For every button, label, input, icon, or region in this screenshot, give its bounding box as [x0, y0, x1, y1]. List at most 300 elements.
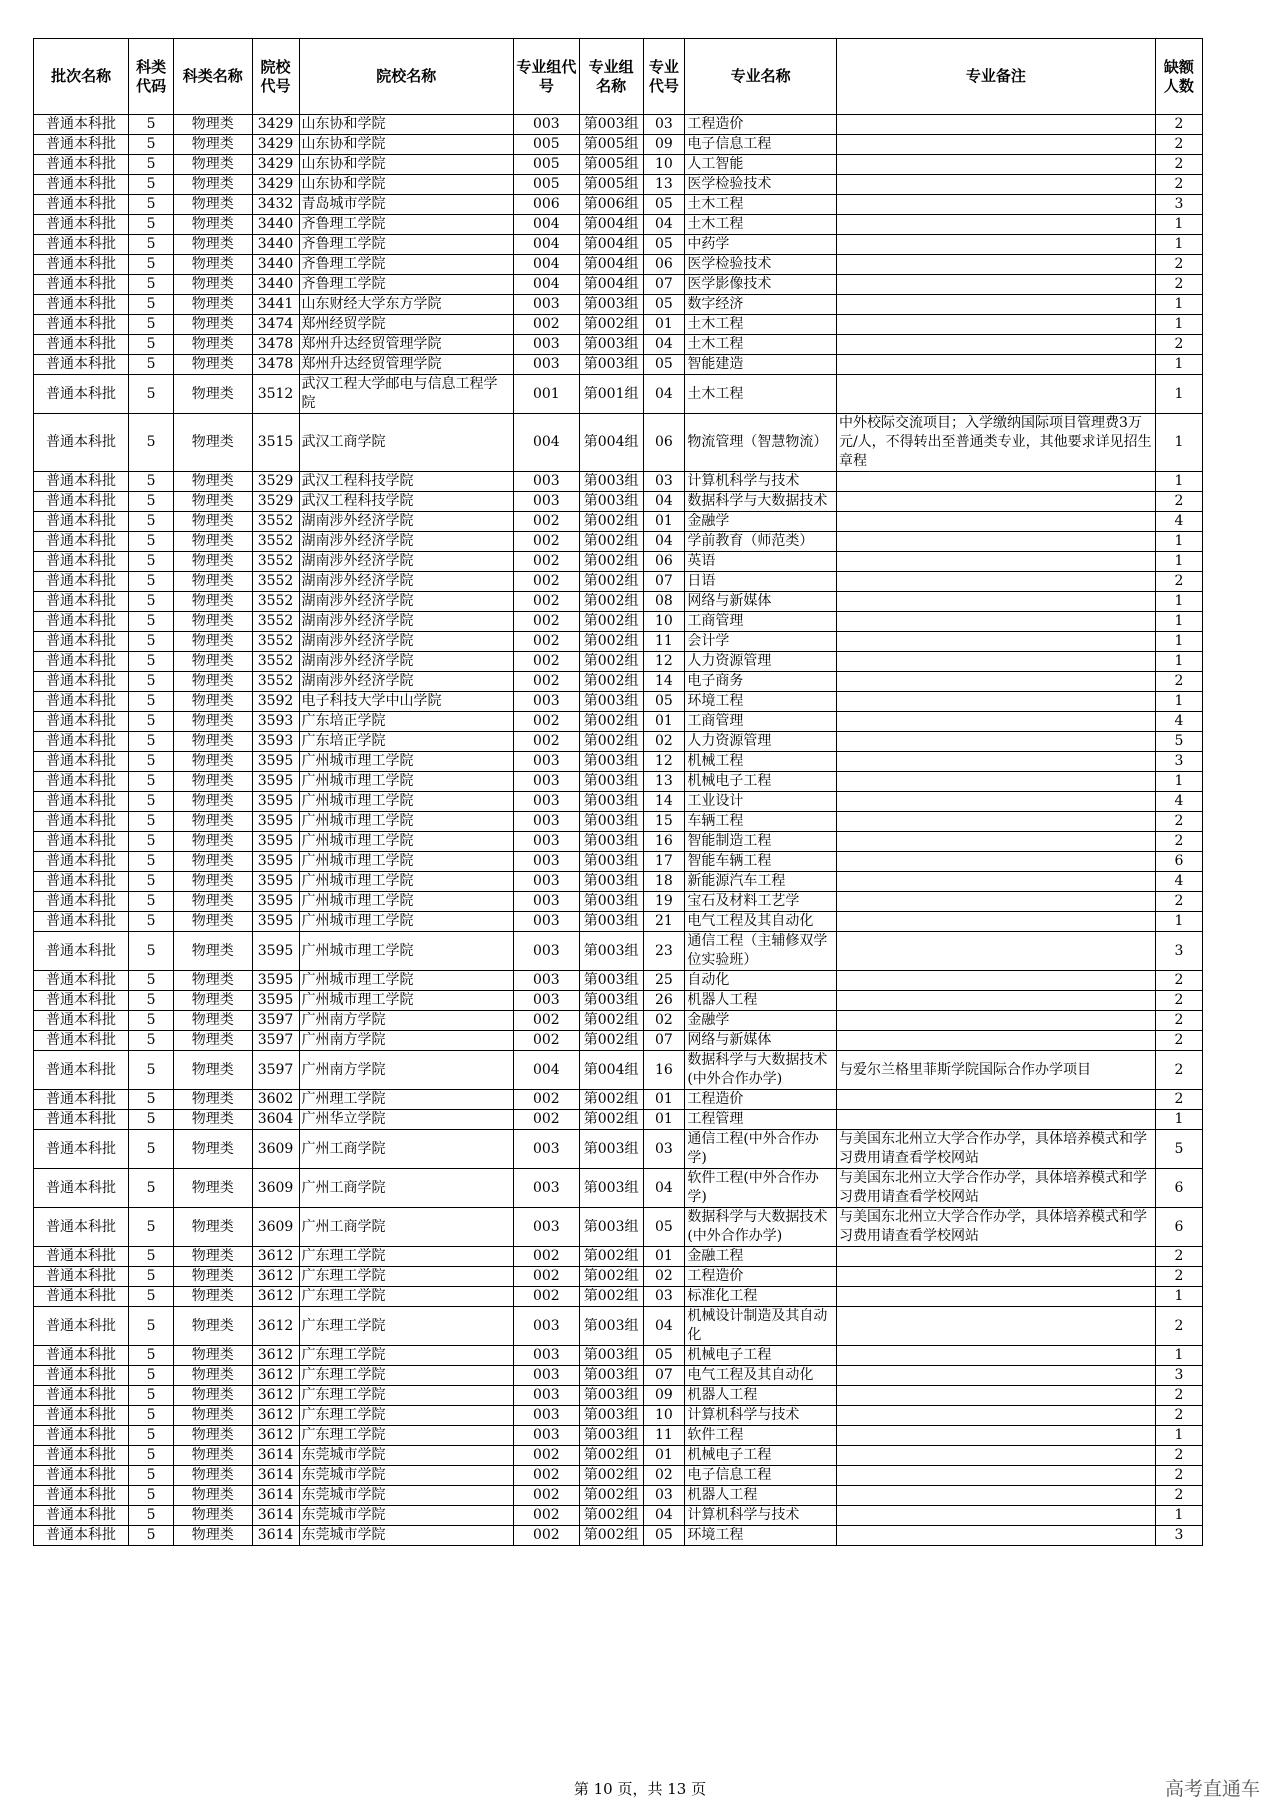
school-name-cell: 山东协和学院 — [299, 155, 513, 175]
group-code-cell: 002 — [513, 572, 579, 592]
school-code-cell: 3593 — [252, 732, 299, 752]
table-row — [34, 1208, 1203, 1247]
subject-name-cell: 物理类 — [174, 892, 252, 912]
subject-code-cell: 5 — [129, 135, 174, 155]
subject-name-cell: 物理类 — [174, 355, 252, 375]
batch-name-cell: 普通本科批 — [34, 1011, 129, 1031]
subject-name-cell: 物理类 — [174, 115, 252, 135]
group-code-cell: 005 — [513, 175, 579, 195]
major-code-cell: 04 — [643, 492, 685, 512]
table-row — [34, 275, 1203, 295]
group-code-cell: 003 — [513, 832, 579, 852]
school-name-cell: 湖南涉外经济学院 — [299, 512, 513, 532]
vacancy-count-cell: 1 — [1155, 912, 1202, 932]
school-code-cell: 3552 — [252, 512, 299, 532]
table-row — [34, 672, 1203, 692]
group-code-cell: 003 — [513, 355, 579, 375]
school-code-cell: 3595 — [252, 812, 299, 832]
vacancy-count-cell: 2 — [1155, 812, 1202, 832]
vacancy-count-cell: 1 — [1155, 235, 1202, 255]
major-note-cell — [836, 315, 1155, 335]
subject-name-cell: 物理类 — [174, 414, 252, 472]
group-code-cell: 002 — [513, 1287, 579, 1307]
school-name-cell: 山东协和学院 — [299, 175, 513, 195]
subject-code-cell: 5 — [129, 1386, 174, 1406]
group-code-cell: 004 — [513, 275, 579, 295]
school-code-cell: 3612 — [252, 1366, 299, 1386]
subject-name-cell: 物理类 — [174, 472, 252, 492]
group-name-cell: 第003组 — [579, 812, 643, 832]
subject-code-cell: 5 — [129, 1208, 174, 1247]
school-name-cell: 武汉工程大学邮电与信息工程学院 — [299, 375, 513, 414]
batch-name-cell: 普通本科批 — [34, 752, 129, 772]
school-name-cell: 广州工商学院 — [299, 1169, 513, 1208]
batch-name-cell: 普通本科批 — [34, 512, 129, 532]
table-row — [34, 1031, 1203, 1051]
major-note-cell — [836, 335, 1155, 355]
major-name-cell: 电子商务 — [685, 672, 837, 692]
table-row — [34, 752, 1203, 772]
major-code-cell: 09 — [643, 135, 685, 155]
table-row — [34, 512, 1203, 532]
batch-name-cell: 普通本科批 — [34, 932, 129, 971]
vacancy-count-cell: 1 — [1155, 295, 1202, 315]
major-note-cell: 与爱尔兰格里菲斯学院国际合作办学项目 — [836, 1051, 1155, 1090]
group-code-cell: 003 — [513, 1366, 579, 1386]
major-note-cell — [836, 572, 1155, 592]
group-code-cell: 002 — [513, 652, 579, 672]
table-row — [34, 1386, 1203, 1406]
major-name-cell: 工商管理 — [685, 712, 837, 732]
batch-name-cell: 普通本科批 — [34, 472, 129, 492]
school-code-cell: 3478 — [252, 355, 299, 375]
school-name-cell: 广州城市理工学院 — [299, 971, 513, 991]
subject-name-cell: 物理类 — [174, 1346, 252, 1366]
vacancy-count-cell: 2 — [1155, 1446, 1202, 1466]
major-note-cell — [836, 295, 1155, 315]
major-code-cell: 07 — [643, 572, 685, 592]
school-code-cell: 3612 — [252, 1247, 299, 1267]
table-row — [34, 532, 1203, 552]
group-code-cell: 003 — [513, 892, 579, 912]
batch-name-cell: 普通本科批 — [34, 1110, 129, 1130]
subject-name-cell: 物理类 — [174, 1426, 252, 1446]
school-code-cell: 3552 — [252, 632, 299, 652]
subject-code-cell: 5 — [129, 692, 174, 712]
school-name-cell: 东莞城市学院 — [299, 1446, 513, 1466]
major-name-cell: 电子信息工程 — [685, 135, 837, 155]
major-code-cell: 03 — [643, 1287, 685, 1307]
major-note-cell — [836, 275, 1155, 295]
major-note-cell — [836, 1366, 1155, 1386]
group-name-cell: 第002组 — [579, 1506, 643, 1526]
batch-name-cell: 普通本科批 — [34, 1169, 129, 1208]
school-name-cell: 广州城市理工学院 — [299, 991, 513, 1011]
subject-name-cell: 物理类 — [174, 672, 252, 692]
subject-name-cell: 物理类 — [174, 492, 252, 512]
major-name-cell: 机器人工程 — [685, 1386, 837, 1406]
major-note-cell — [836, 1426, 1155, 1446]
vacancy-count-cell: 3 — [1155, 752, 1202, 772]
group-code-cell: 002 — [513, 1267, 579, 1287]
subject-name-cell: 物理类 — [174, 592, 252, 612]
subject-code-cell: 5 — [129, 912, 174, 932]
subject-code-cell: 5 — [129, 195, 174, 215]
school-code-cell: 3595 — [252, 792, 299, 812]
school-name-cell: 湖南涉外经济学院 — [299, 532, 513, 552]
group-code-cell: 002 — [513, 592, 579, 612]
table-row — [34, 552, 1203, 572]
major-note-cell — [836, 552, 1155, 572]
subject-code-cell: 5 — [129, 991, 174, 1011]
batch-name-cell: 普通本科批 — [34, 852, 129, 872]
vacancy-count-cell: 1 — [1155, 632, 1202, 652]
major-name-cell: 计算机科学与技术 — [685, 1506, 837, 1526]
batch-name-cell: 普通本科批 — [34, 295, 129, 315]
major-note-cell — [836, 1486, 1155, 1506]
major-note-cell — [836, 632, 1155, 652]
school-name-cell: 郑州升达经贸管理学院 — [299, 335, 513, 355]
group-code-cell: 003 — [513, 971, 579, 991]
vacancy-count-cell: 4 — [1155, 712, 1202, 732]
school-name-cell: 齐鲁理工学院 — [299, 215, 513, 235]
group-name-cell: 第003组 — [579, 892, 643, 912]
batch-name-cell: 普通本科批 — [34, 335, 129, 355]
major-note-cell — [836, 1090, 1155, 1110]
school-code-cell: 3552 — [252, 552, 299, 572]
subject-name-cell: 物理类 — [174, 912, 252, 932]
school-code-cell: 3612 — [252, 1307, 299, 1346]
subject-name-cell: 物理类 — [174, 135, 252, 155]
school-name-cell: 广东理工学院 — [299, 1307, 513, 1346]
major-name-cell: 环境工程 — [685, 692, 837, 712]
subject-name-cell: 物理类 — [174, 1406, 252, 1426]
vacancy-count-cell: 2 — [1155, 115, 1202, 135]
vacancy-count-cell: 2 — [1155, 1406, 1202, 1426]
school-name-cell: 郑州经贸学院 — [299, 315, 513, 335]
major-note-cell — [836, 1110, 1155, 1130]
group-name-cell: 第002组 — [579, 652, 643, 672]
table-row — [34, 892, 1203, 912]
major-name-cell: 金融学 — [685, 512, 837, 532]
major-note-cell — [836, 732, 1155, 752]
subject-name-cell: 物理类 — [174, 612, 252, 632]
vacancy-count-cell: 1 — [1155, 1346, 1202, 1366]
group-name-cell: 第002组 — [579, 632, 643, 652]
school-code-cell: 3609 — [252, 1169, 299, 1208]
batch-name-cell: 普通本科批 — [34, 1346, 129, 1366]
table-row — [34, 1486, 1203, 1506]
subject-code-cell: 5 — [129, 971, 174, 991]
group-code-cell: 003 — [513, 932, 579, 971]
major-name-cell: 金融学 — [685, 1011, 837, 1031]
major-name-cell: 人力资源管理 — [685, 652, 837, 672]
major-name-cell: 工商管理 — [685, 612, 837, 632]
school-code-cell: 3429 — [252, 115, 299, 135]
major-code-cell: 26 — [643, 991, 685, 1011]
major-code-cell: 14 — [643, 672, 685, 692]
major-code-cell: 01 — [643, 1090, 685, 1110]
subject-name-cell: 物理类 — [174, 1169, 252, 1208]
major-note-cell — [836, 592, 1155, 612]
table-row — [34, 792, 1203, 812]
group-code-cell: 005 — [513, 135, 579, 155]
major-code-cell: 16 — [643, 832, 685, 852]
major-code-cell: 07 — [643, 1031, 685, 1051]
subject-code-cell: 5 — [129, 1426, 174, 1446]
school-name-cell: 齐鲁理工学院 — [299, 275, 513, 295]
major-note-cell — [836, 1011, 1155, 1031]
batch-name-cell: 普通本科批 — [34, 772, 129, 792]
major-name-cell: 医学检验技术 — [685, 255, 837, 275]
major-name-cell: 日语 — [685, 572, 837, 592]
group-name-cell: 第003组 — [579, 355, 643, 375]
batch-name-cell: 普通本科批 — [34, 1051, 129, 1090]
group-name-cell: 第006组 — [579, 195, 643, 215]
subject-code-cell: 5 — [129, 892, 174, 912]
batch-name-cell: 普通本科批 — [34, 155, 129, 175]
batch-name-cell: 普通本科批 — [34, 892, 129, 912]
batch-name-cell: 普通本科批 — [34, 1208, 129, 1247]
table-row — [34, 1090, 1203, 1110]
major-code-cell: 11 — [643, 1426, 685, 1446]
major-note-cell — [836, 472, 1155, 492]
school-code-cell: 3592 — [252, 692, 299, 712]
major-code-cell: 18 — [643, 872, 685, 892]
major-code-cell: 04 — [643, 1307, 685, 1346]
subject-code-cell: 5 — [129, 1307, 174, 1346]
vacancy-count-cell: 2 — [1155, 155, 1202, 175]
major-code-cell: 02 — [643, 1011, 685, 1031]
school-code-cell: 3552 — [252, 592, 299, 612]
major-code-cell: 05 — [643, 295, 685, 315]
school-name-cell: 广东理工学院 — [299, 1247, 513, 1267]
major-name-cell: 机器人工程 — [685, 991, 837, 1011]
column-header: 专业名称 — [685, 39, 837, 115]
school-name-cell: 广州城市理工学院 — [299, 932, 513, 971]
school-name-cell: 广东理工学院 — [299, 1366, 513, 1386]
group-name-cell: 第003组 — [579, 772, 643, 792]
major-note-cell: 与美国东北州立大学合作办学，具体培养模式和学习费用请查看学校网站 — [836, 1130, 1155, 1169]
major-name-cell: 机械电子工程 — [685, 1446, 837, 1466]
subject-code-cell: 5 — [129, 315, 174, 335]
vacancy-count-cell: 2 — [1155, 1051, 1202, 1090]
table-row — [34, 572, 1203, 592]
vacancy-count-cell: 2 — [1155, 971, 1202, 991]
school-code-cell: 3597 — [252, 1031, 299, 1051]
subject-name-cell: 物理类 — [174, 1110, 252, 1130]
vacancy-count-cell: 1 — [1155, 592, 1202, 612]
school-code-cell: 3595 — [252, 752, 299, 772]
subject-name-cell: 物理类 — [174, 255, 252, 275]
vacancy-count-cell: 2 — [1155, 1031, 1202, 1051]
table-row — [34, 1366, 1203, 1386]
group-name-cell: 第003组 — [579, 912, 643, 932]
major-note-cell — [836, 532, 1155, 552]
major-code-cell: 13 — [643, 772, 685, 792]
school-name-cell: 湖南涉外经济学院 — [299, 652, 513, 672]
group-code-cell: 003 — [513, 872, 579, 892]
column-header: 专业组名称 — [579, 39, 643, 115]
table-row — [34, 1247, 1203, 1267]
school-name-cell: 广东理工学院 — [299, 1287, 513, 1307]
school-code-cell: 3552 — [252, 612, 299, 632]
subject-name-cell: 物理类 — [174, 872, 252, 892]
major-code-cell: 01 — [643, 512, 685, 532]
major-code-cell: 21 — [643, 912, 685, 932]
group-code-cell: 003 — [513, 1346, 579, 1366]
school-code-cell: 3429 — [252, 175, 299, 195]
major-note-cell — [836, 1526, 1155, 1546]
major-name-cell: 电气工程及其自动化 — [685, 1366, 837, 1386]
group-code-cell: 003 — [513, 812, 579, 832]
subject-name-cell: 物理类 — [174, 275, 252, 295]
table-row — [34, 912, 1203, 932]
school-name-cell: 武汉工商学院 — [299, 414, 513, 472]
table-row — [34, 732, 1203, 752]
major-code-cell: 05 — [643, 355, 685, 375]
vacancy-count-cell: 1 — [1155, 772, 1202, 792]
school-code-cell: 3612 — [252, 1426, 299, 1446]
subject-name-cell: 物理类 — [174, 175, 252, 195]
major-note-cell — [836, 832, 1155, 852]
group-name-cell: 第003组 — [579, 932, 643, 971]
vacancy-count-cell: 2 — [1155, 832, 1202, 852]
group-code-cell: 003 — [513, 912, 579, 932]
major-name-cell: 网络与新媒体 — [685, 592, 837, 612]
school-name-cell: 齐鲁理工学院 — [299, 255, 513, 275]
group-name-cell: 第001组 — [579, 375, 643, 414]
major-note-cell — [836, 912, 1155, 932]
school-name-cell: 广州城市理工学院 — [299, 812, 513, 832]
subject-name-cell: 物理类 — [174, 235, 252, 255]
batch-name-cell: 普通本科批 — [34, 215, 129, 235]
major-name-cell: 数字经济 — [685, 295, 837, 315]
vacancy-count-cell: 4 — [1155, 512, 1202, 532]
subject-code-cell: 5 — [129, 355, 174, 375]
school-code-cell: 3609 — [252, 1208, 299, 1247]
major-name-cell: 医学检验技术 — [685, 175, 837, 195]
subject-name-cell: 物理类 — [174, 852, 252, 872]
group-name-cell: 第003组 — [579, 492, 643, 512]
school-code-cell: 3612 — [252, 1406, 299, 1426]
subject-code-cell: 5 — [129, 472, 174, 492]
major-code-cell: 16 — [643, 1051, 685, 1090]
table-row — [34, 592, 1203, 612]
page-number: 第 10 页，共 13 页 — [573, 1780, 707, 1798]
major-name-cell: 土木工程 — [685, 335, 837, 355]
group-code-cell: 002 — [513, 1247, 579, 1267]
batch-name-cell: 普通本科批 — [34, 1426, 129, 1446]
group-name-cell: 第002组 — [579, 315, 643, 335]
group-name-cell: 第003组 — [579, 472, 643, 492]
major-note-cell — [836, 492, 1155, 512]
vacancy-count-cell: 2 — [1155, 1247, 1202, 1267]
batch-name-cell: 普通本科批 — [34, 492, 129, 512]
subject-name-cell: 物理类 — [174, 552, 252, 572]
major-name-cell: 学前教育（师范类） — [685, 532, 837, 552]
subject-code-cell: 5 — [129, 632, 174, 652]
vacancy-count-cell: 2 — [1155, 175, 1202, 195]
school-code-cell: 3552 — [252, 652, 299, 672]
major-note-cell — [836, 812, 1155, 832]
vacancy-table — [33, 38, 1203, 1546]
school-name-cell: 齐鲁理工学院 — [299, 235, 513, 255]
school-code-cell: 3595 — [252, 932, 299, 971]
major-code-cell: 02 — [643, 1267, 685, 1287]
table-row — [34, 375, 1203, 414]
vacancy-count-cell: 6 — [1155, 852, 1202, 872]
major-name-cell: 机械工程 — [685, 752, 837, 772]
subject-code-cell: 5 — [129, 932, 174, 971]
major-name-cell: 土木工程 — [685, 375, 837, 414]
batch-name-cell: 普通本科批 — [34, 732, 129, 752]
subject-code-cell: 5 — [129, 1130, 174, 1169]
school-code-cell: 3529 — [252, 472, 299, 492]
group-name-cell: 第002组 — [579, 1287, 643, 1307]
table-row — [34, 812, 1203, 832]
table-row — [34, 115, 1203, 135]
major-code-cell: 07 — [643, 275, 685, 295]
school-name-cell: 郑州升达经贸管理学院 — [299, 355, 513, 375]
batch-name-cell: 普通本科批 — [34, 1031, 129, 1051]
subject-code-cell: 5 — [129, 1366, 174, 1386]
major-note-cell — [836, 255, 1155, 275]
group-code-cell: 006 — [513, 195, 579, 215]
vacancy-count-cell: 1 — [1155, 652, 1202, 672]
school-name-cell: 武汉工程科技学院 — [299, 472, 513, 492]
subject-code-cell: 5 — [129, 1031, 174, 1051]
subject-name-cell: 物理类 — [174, 732, 252, 752]
column-header: 科类代码 — [129, 39, 174, 115]
major-note-cell — [836, 892, 1155, 912]
batch-name-cell: 普通本科批 — [34, 1466, 129, 1486]
subject-name-cell: 物理类 — [174, 752, 252, 772]
vacancy-count-cell: 1 — [1155, 1426, 1202, 1446]
table-row — [34, 872, 1203, 892]
vacancy-count-cell: 1 — [1155, 414, 1202, 472]
batch-name-cell: 普通本科批 — [34, 532, 129, 552]
major-code-cell: 09 — [643, 1386, 685, 1406]
major-code-cell: 17 — [643, 852, 685, 872]
school-code-cell: 3612 — [252, 1346, 299, 1366]
school-code-cell: 3612 — [252, 1267, 299, 1287]
group-name-cell: 第002组 — [579, 1247, 643, 1267]
vacancy-count-cell: 3 — [1155, 1526, 1202, 1546]
vacancy-count-cell: 1 — [1155, 215, 1202, 235]
subject-name-cell: 物理类 — [174, 1267, 252, 1287]
school-name-cell: 湖南涉外经济学院 — [299, 572, 513, 592]
major-code-cell: 04 — [643, 335, 685, 355]
group-name-cell: 第003组 — [579, 1208, 643, 1247]
group-code-cell: 005 — [513, 155, 579, 175]
school-name-cell: 广东培正学院 — [299, 732, 513, 752]
major-code-cell: 06 — [643, 414, 685, 472]
vacancy-count-cell: 2 — [1155, 492, 1202, 512]
column-header: 科类名称 — [174, 39, 252, 115]
table-row — [34, 295, 1203, 315]
table-row — [34, 255, 1203, 275]
group-code-cell: 003 — [513, 852, 579, 872]
subject-name-cell: 物理类 — [174, 991, 252, 1011]
major-code-cell: 06 — [643, 552, 685, 572]
group-name-cell: 第002组 — [579, 1486, 643, 1506]
group-code-cell: 003 — [513, 752, 579, 772]
major-note-cell — [836, 215, 1155, 235]
major-name-cell: 网络与新媒体 — [685, 1031, 837, 1051]
table-row — [34, 1287, 1203, 1307]
school-name-cell: 广州理工学院 — [299, 1090, 513, 1110]
